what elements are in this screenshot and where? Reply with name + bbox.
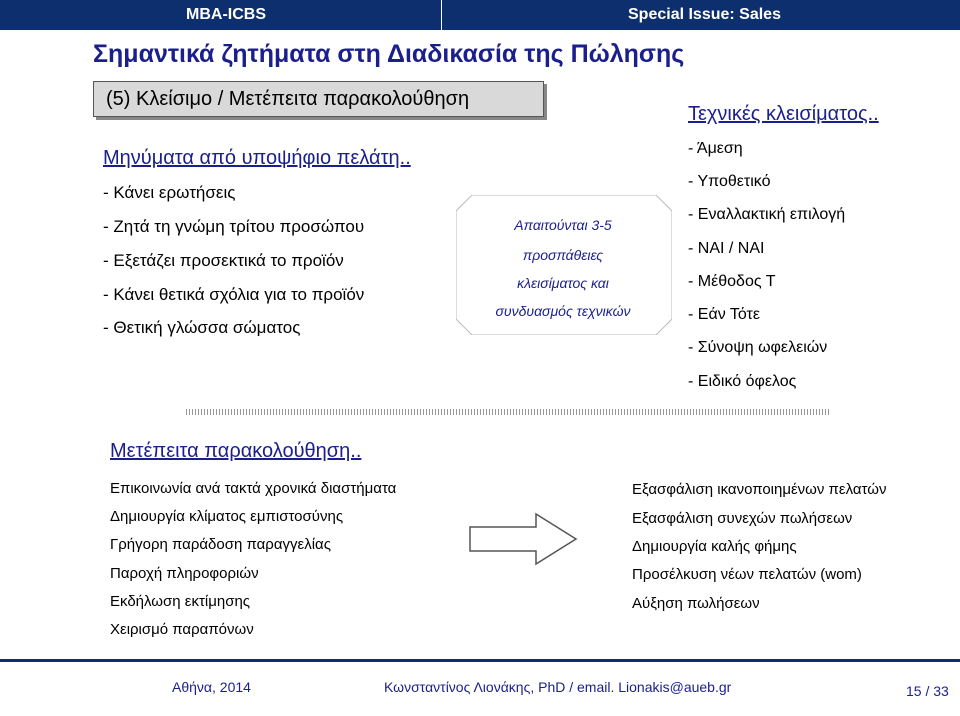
page-title: Σημαντικά ζητήματα στη Διαδικασία της Πώλησης <box>93 40 685 68</box>
follow-up-action: Χειρισμό παραπόνων <box>110 621 254 638</box>
center-note <box>458 205 668 330</box>
buyer-signal-item: - Θετική γλώσσα σώματος <box>103 318 301 337</box>
technique-item: - Εάν Τότε <box>688 306 760 323</box>
follow-up-action: Παροχή πληροφοριών <box>110 565 259 582</box>
buyer-signal-item: - Κάνει θετικά σχόλια για το προϊόν <box>103 285 365 304</box>
page-number: 15 / 33 <box>906 683 949 699</box>
footer-author: Κωνσταντίνος Λιονάκης, PhD / email. Lionakis@aueb.gr <box>384 679 732 695</box>
separator <box>186 409 830 415</box>
header-right-label: Special Issue: Sales <box>628 6 781 23</box>
techniques-heading: Τεχνικές κλεισίματος.. <box>688 103 879 125</box>
technique-item: - Υποθετικό <box>688 173 771 190</box>
topic-label: (5) Κλείσιμο / Μετέπειτα παρακολούθηση <box>106 88 470 110</box>
center-note-line: Απαιτούνται 3-5 <box>514 217 612 233</box>
center-note-line: κλεισίματος και <box>517 275 609 291</box>
header-left-label: MBA-ICBS <box>186 6 266 23</box>
buyer-signals-heading: Μηνύματα από υποψήφιο πελάτη.. <box>103 147 411 169</box>
buyer-signal-item: - Ζητά τη γνώμη τρίτου προσώπου <box>103 217 365 236</box>
follow-up-heading: Μετέπειτα παρακολούθηση.. <box>110 440 362 462</box>
follow-up-result: Δημιουργία καλής φήμης <box>632 538 797 555</box>
footer-location: Αθήνα, 2014 <box>172 679 251 695</box>
topic-box <box>93 81 544 117</box>
footer-line <box>0 659 960 662</box>
follow-up-action: Επικοινωνία ανά τακτά χρονικά διαστήματα <box>110 480 397 497</box>
center-note-line: συνδυασμός τεχνικών <box>495 303 631 319</box>
technique-item: - Εναλλακτική επιλογή <box>688 206 846 223</box>
follow-up-action: Εκδήλωση εκτίμησης <box>110 593 251 610</box>
technique-item: - Σύνοψη ωφελειών <box>688 339 828 356</box>
technique-item: - Μέθοδος Τ <box>688 273 776 290</box>
technique-item: - Ειδικό όφελος <box>688 373 797 390</box>
buyer-signal-item: - Κάνει ερωτήσεις <box>103 183 236 202</box>
follow-up-action: Δημιουργία κλίματος εμπιστοσύνης <box>110 508 344 525</box>
arrow-right-icon <box>468 510 580 568</box>
follow-up-result: Εξασφάλιση ικανοποιημένων πελατών <box>632 481 887 498</box>
follow-up-result: Προσέλκυση νέων πελατών (wom) <box>632 566 862 583</box>
technique-item: - Άμεση <box>688 140 743 157</box>
center-note-line: προσπάθειες <box>522 247 604 263</box>
follow-up-result: Εξασφάλιση συνεχών πωλήσεων <box>632 510 853 527</box>
technique-item: - ΝΑΙ / ΝΑΙ <box>688 240 765 257</box>
follow-up-action: Γρήγορη παράδοση παραγγελίας <box>110 536 331 553</box>
follow-up-result: Αύξηση πωλήσεων <box>632 595 760 612</box>
buyer-signal-item: - Εξετάζει προσεκτικά το προϊόν <box>103 251 344 270</box>
